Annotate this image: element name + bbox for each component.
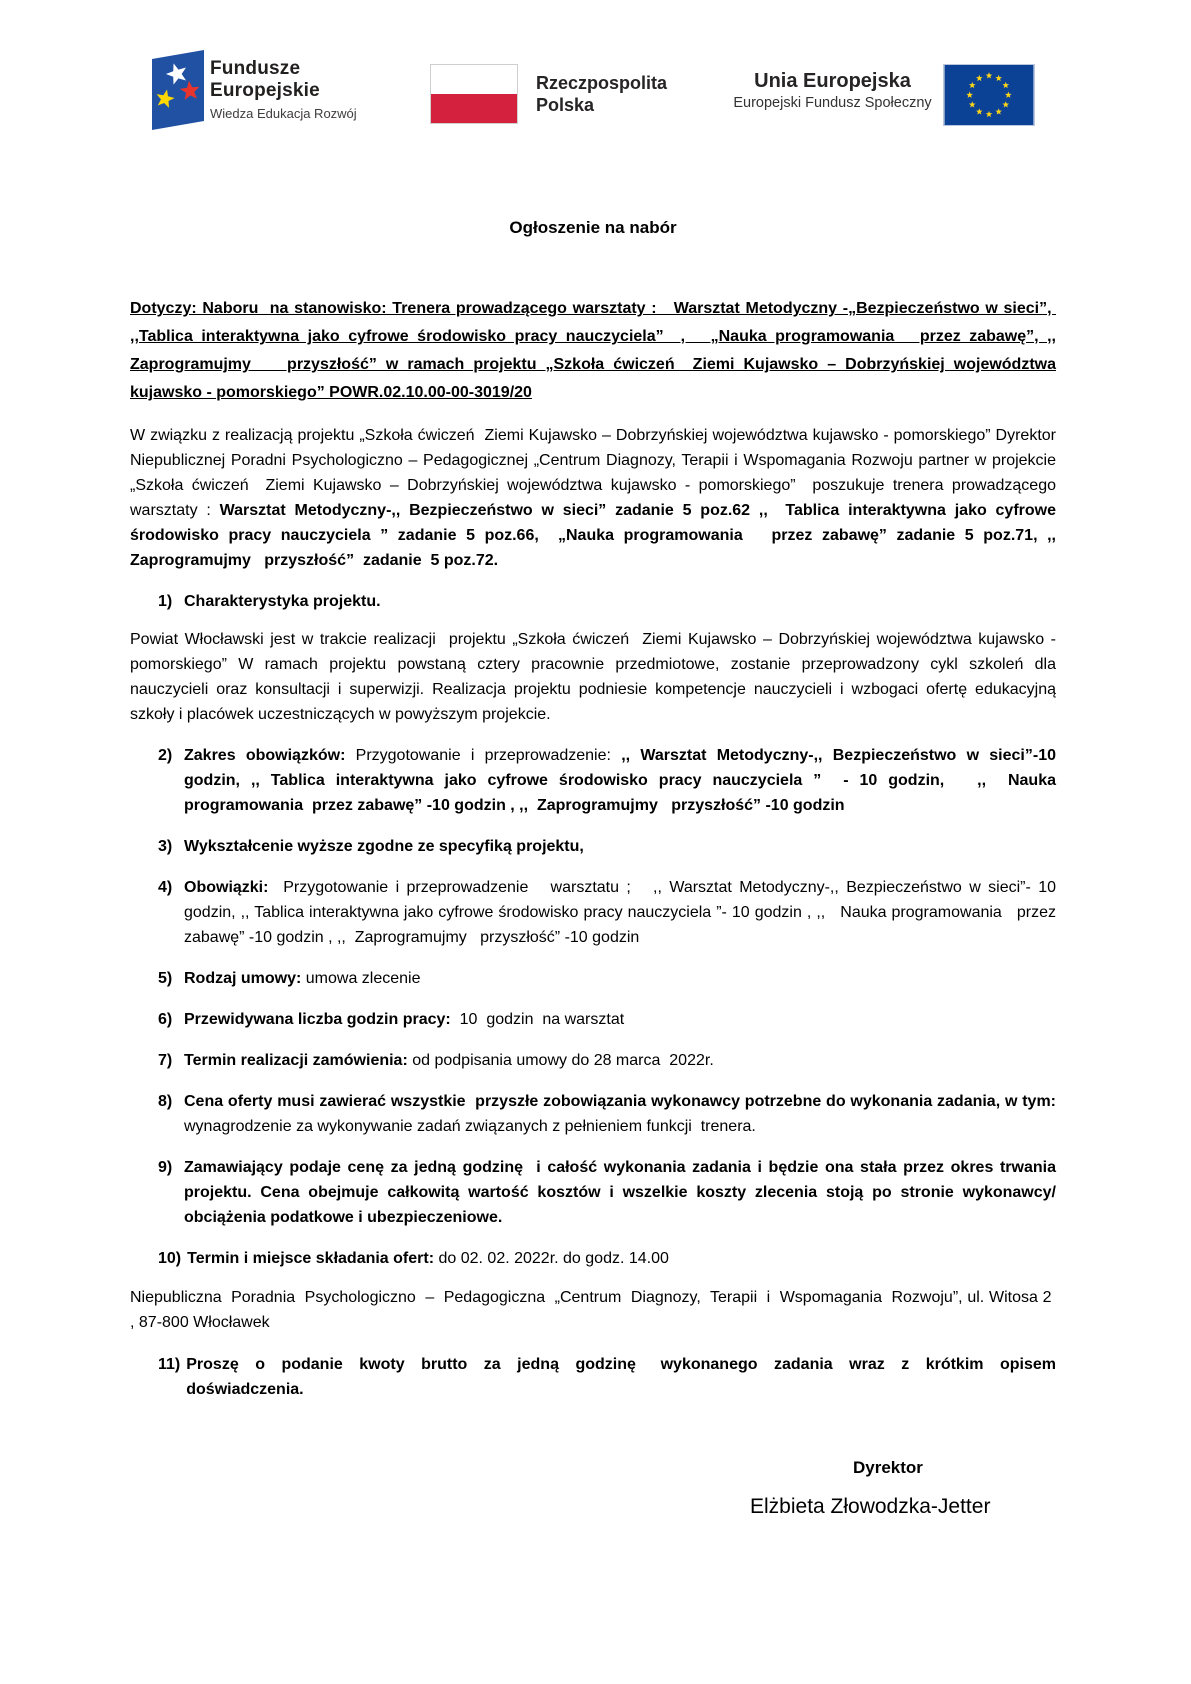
list-item (158, 589, 1056, 614)
numbered-list-top (130, 589, 1056, 614)
list-item (158, 875, 1056, 950)
list-item (158, 1246, 1056, 1271)
eu-logo-line2: Europejski Fundusz Społeczny (733, 95, 932, 111)
text-run: Wykształcenie wyższe zgodne ze specyfiką projektu, (184, 838, 584, 855)
list-item (158, 1007, 1056, 1032)
document-body (130, 215, 1056, 1520)
eu-flag-icon (943, 64, 1035, 126)
item-number: 4) (158, 879, 173, 896)
text-run: Warsztat Metodyczny-,, Bezpieczeństwo w sieci” zadanie 5 poz.62 ,, Tablica interaktywna jako cyfrowe środowisko pracy nauczyciela ” zadanie 5 poz.66, „Nauka programowania przez zabawę” zadanie 5 poz.71, ,, Zaprogramujmy przyszłość” zadanie 5 poz.72. (130, 502, 1057, 569)
list-item (158, 834, 1056, 859)
item-text (184, 589, 1056, 614)
numbered-list-main (130, 743, 1056, 1271)
item-text (184, 966, 1056, 991)
page-title: Ogłoszenie na nabór (509, 218, 677, 237)
item-text (184, 743, 1056, 818)
item-number: 6) (158, 1011, 173, 1028)
text-run: ,, Warsztat Metodyczny-,, Bezpieczeństwo w sieci”-10 godzin, ,, Tablica interaktywna jako cyfrowe środowisko pracy nauczyciela ” - 10 godzin, ,, Nauka programowania przez zabawę” -10 godzin , ,, Zaprogramujmy przyszłość” -10 godzin (184, 747, 1056, 814)
text-run: Charakterystyka projektu. (184, 593, 381, 610)
item-number: 2) (158, 747, 173, 764)
list-item (158, 743, 1056, 818)
text-run: Rodzaj umowy: (184, 970, 306, 987)
item-number: 9) (158, 1159, 173, 1176)
fe-logo-subtitle: Wiedza Edukacja Rozwój (210, 106, 357, 121)
item-text (184, 875, 1056, 950)
item-text (184, 1155, 1056, 1230)
list-item (158, 1155, 1056, 1230)
item-number: 3) (158, 838, 173, 855)
fe-logo-line2: Europejskie (210, 80, 320, 101)
text-run: Cena oferty musi zawierać wszystkie przyszłe zobowiązania wykonawcy potrzebne do wykonania zadania, w tym: (184, 1093, 1056, 1110)
item-text (186, 1352, 1056, 1402)
list-item (158, 966, 1056, 991)
funding-logos-header (130, 48, 1056, 130)
item-number: 10) (158, 1250, 182, 1267)
text-run: Przygotowanie i przeprowadzenie: (355, 747, 622, 764)
numbered-list-tail (130, 1352, 1056, 1402)
powiat-paragraph: Powiat Włocławski jest w trakcie realizacji projektu „Szkoła ćwiczeń Ziemi Kujawsko – Dobrzyńskiej województwa kujawsko - pomorskiego” W ramach projektu powstaną cztery pracownie przedmiotowe, zostanie przeprowadzony cykl szkoleń dla nauczycieli oraz konsultacji i superwizji. Realizacja projektu podniesie kompetencje nauczycieli i wzbogaci ofertę edukacyjną szkoły i placówek uczestniczących w powyższym projekcie. (130, 631, 1056, 723)
item-text (184, 834, 1056, 859)
text-run: umowa zlecenie (305, 970, 421, 987)
item-text (184, 1048, 1056, 1073)
poland-flag-icon (430, 64, 518, 124)
item-number: 8) (158, 1093, 173, 1110)
pl-logo-line1: Rzeczpospolita (536, 73, 668, 93)
list-item (158, 1089, 1056, 1139)
signature-name: Elżbieta Złowodzka-Jetter (750, 1495, 991, 1518)
item-text (187, 1246, 1056, 1271)
text-run: od podpisania umowy do 28 marca 2022r. (412, 1052, 714, 1069)
signature-role: Dyrektor (853, 1458, 923, 1477)
list-item (158, 1352, 1056, 1402)
item-number: 7) (158, 1052, 173, 1069)
text-run: W związku z realizacją projektu „Szkoła ćwiczeń Ziemi Kujawsko – Dobrzyńskiej województwa kujawsko - pomorskiego” Dyrektor Niepublicznej Poradni Psychologiczno – Pedagogicznej „Centrum Diagnozy, Terapii i Wspomagania Rozwoju partner w projekcie „Szkoła ćwiczeń Ziemi Kujawsko – Dobrzyńskiej województwa kujawsko - pomorskiego” poszukuje trenera prowadzącego warsztaty : (130, 427, 1056, 519)
item-number: 11) (158, 1356, 181, 1373)
text-run: wynagrodzenie za wykonywanie zadań związanych z pełnieniem funkcji trenera. (184, 1118, 756, 1135)
item-number: 1) (158, 593, 173, 610)
list-item (158, 1048, 1056, 1073)
address-paragraph: Niepubliczna Poradnia Psychologiczno – Pedagogiczna „Centrum Diagnozy, Terapii i Wspomagania Rozwoju”, ul. Witosa 2 , 87-800 Włocławek (130, 1289, 1056, 1331)
text-run: Obowiązki: (184, 879, 284, 896)
text-run: Proszę o podanie kwoty brutto za jedną godzinę wykonanego zadania wraz z krótkim opisem doświadczenia. (186, 1356, 1056, 1398)
item-number: 5) (158, 970, 173, 987)
text-run: Przewidywana liczba godzin pracy: (184, 1011, 460, 1028)
fundusze-europejskie-logo-text (210, 58, 357, 122)
unia-europejska-logo-text (730, 70, 935, 112)
rzeczpospolita-polska-logo-text (536, 72, 667, 116)
pl-logo-line2: Polska (536, 95, 595, 115)
item-text (184, 1007, 1056, 1032)
fe-logo-line1: Fundusze (210, 58, 301, 79)
item-text (184, 1089, 1056, 1139)
intro-paragraph (130, 423, 1056, 573)
text-run: do 02. 02. 2022r. do godz. 14.00 (438, 1250, 669, 1267)
dotyczy-paragraph: Dotyczy: Naboru na stanowisko: Trenera prowadzącego warsztaty : Warsztat Metodyczny -„Bezpieczeństwo w sieci”, ,,Tablica interaktywna jako cyfrowe środowisko pracy nauczyciela” , „Nauka programowania przez zabawę”, ,, Zaprogramujmy przyszłość” w ramach projektu „Szkoła ćwiczeń Ziemi Kujawsko – Dobrzyńskiej województwa kujawsko - pomorskiego” POWR.02.10.00-00-3019/20 (130, 300, 1056, 401)
text-run: Zamawiający podaje cenę za jedną godzinę i całość wykonania zadania i będzie ona stała przez okres trwania projektu. Cena obejmuje całkowitą wartość kosztów i wszelkie koszty zlecenia stoją po stronie wykonawcy/ obciążenia podatkowe i ubezpieczeniowe. (184, 1159, 1056, 1226)
text-run: 10 godzin na warsztat (459, 1011, 625, 1028)
text-run: Zakres obowiązków: (184, 747, 356, 764)
fundusze-europejskie-flag-icon (152, 50, 204, 135)
text-run: Termin realizacji zamówienia: (184, 1052, 413, 1069)
text-run: Przygotowanie i przeprowadzenie warsztatu ; ,, Warsztat Metodyczny-,, Bezpieczeństwo w sieci”- 10 godzin, ,, Tablica interaktywna jako cyfrowe środowisko pracy nauczyciela ”- 10 godzin , ,, Nauka programowania przez zabawę” -10 godzin , ,, Zaprogramujmy przyszłość” -10 godzin (184, 879, 1057, 946)
eu-logo-line1: Unia Europejska (754, 70, 911, 92)
text-run: Termin i miejsce składania ofert: (187, 1250, 439, 1267)
